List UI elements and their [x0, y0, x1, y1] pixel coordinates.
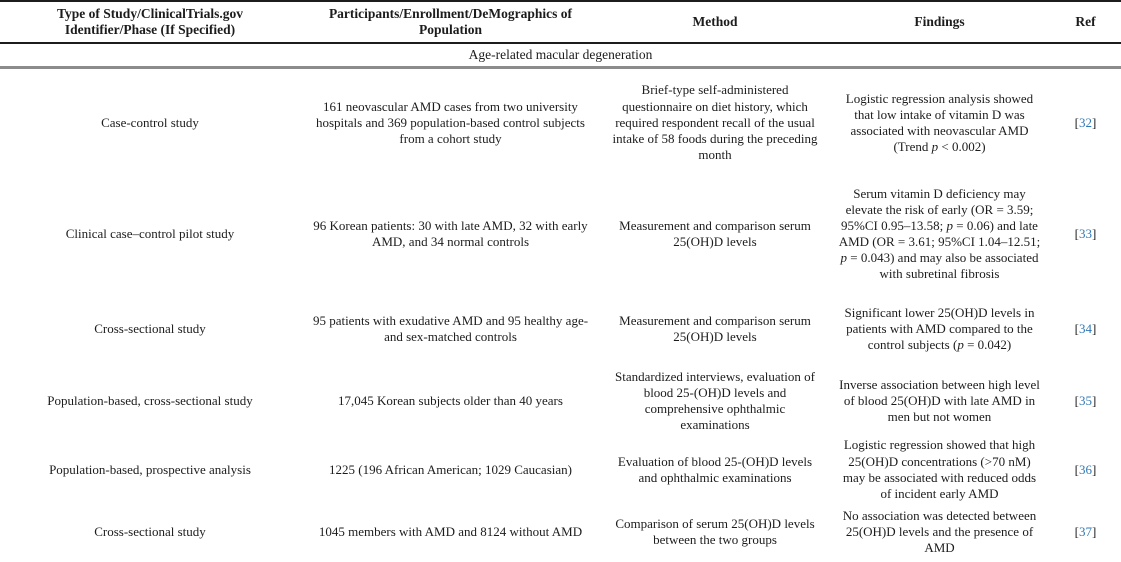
ref-link[interactable]: 36: [1079, 461, 1092, 477]
col-header-participants: Participants/Enrollment/DeMographics of Population: [328, 6, 573, 37]
header-row: [0, 1, 1121, 43]
method-cell: Standardized interviews, evaluation of blood 25-(OH)D levels and comprehensive ophthalmic examinations: [615, 369, 815, 433]
ref-bracket-close: ]: [1092, 225, 1097, 241]
participants-cell: 1225 (196 African American; 1029 Caucasian): [329, 461, 572, 477]
ref-bracket-close: ]: [1092, 114, 1097, 130]
participants-cell: 95 patients with exudative AMD and 95 healthy age- and sex-matched controls: [312, 312, 589, 344]
table-row: [0, 435, 1121, 503]
ref-cell: [1050, 504, 1121, 561]
ref-bracket-close: ]: [1092, 320, 1097, 336]
participants-cell: 96 Korean patients: 30 with late AMD, 32 with early AMD, and 34 normal controls: [313, 217, 588, 249]
ref-bracket-open: [: [1074, 461, 1079, 477]
study-type-cell: Case-control study: [101, 114, 199, 130]
col-header-findings: Findings: [914, 14, 965, 30]
ref-bracket-open: [: [1074, 114, 1079, 130]
col-header-study-type: Type of Study/ClinicalTrials.gov Identifier/Phase (If Specified): [57, 6, 243, 37]
findings-cell: Serum vitamin D deficiency may elevate the risk of early (OR = 3.59; 95%CI 0.95–13.58; p = 0.06) and late AMD (OR = 3.61; 95%CI 1.04–12.51; p = 0.043) and may also be associated with subretinal fibrosis: [838, 185, 1041, 282]
table-row: [0, 291, 1121, 367]
findings-cell: Inverse association between high level of blood 25(OH)D with late AMD in men but not women: [839, 377, 1040, 425]
method-cell: Measurement and comparison serum 25(OH)D levels: [619, 312, 811, 344]
ref-cell: [1050, 67, 1121, 177]
method-cell: Evaluation of blood 25-(OH)D levels and ophthalmic examinations: [617, 453, 813, 485]
findings-cell: Significant lower 25(OH)D levels in patients with AMD compared to the control subjects (p = 0.042): [844, 304, 1035, 353]
ref-cell: [1050, 435, 1121, 503]
ref-link[interactable]: 37: [1079, 524, 1092, 540]
participants-cell: 161 neovascular AMD cases from two university hospitals and 369 population-based control subjects from a cohort study: [316, 98, 585, 146]
ref-cell: [1050, 177, 1121, 291]
col-header-method: Method: [692, 14, 738, 30]
ref-bracket-open: [: [1074, 393, 1079, 409]
ref-bracket-open: [: [1074, 225, 1079, 241]
ref-cell: [1050, 367, 1121, 435]
method-cell: Measurement and comparison serum 25(OH)D levels: [619, 217, 811, 249]
findings-cell: No association was detected between 25(OH)D levels and the presence of AMD: [842, 508, 1037, 556]
ref-link[interactable]: 33: [1079, 225, 1092, 241]
section-title: Age-related macular degeneration: [468, 46, 653, 62]
table-row: [0, 177, 1121, 291]
ref-bracket-close: ]: [1092, 524, 1097, 540]
ref-cell: [1050, 291, 1121, 367]
ref-link[interactable]: 35: [1079, 393, 1092, 409]
method-cell: Brief-type self-administered questionnaire on diet history, which required respondent recall of the usual intake of 58 foods during the preceding month: [612, 82, 818, 162]
findings-cell: Logistic regression showed that high 25(OH)D concentrations (>70 nM) may be associated with reduced odds of incident early AMD: [842, 437, 1037, 501]
ref-bracket-close: ]: [1092, 461, 1097, 477]
participants-cell: 17,045 Korean subjects older than 40 years: [338, 393, 563, 409]
study-type-cell: Cross-sectional study: [94, 320, 206, 336]
study-type-cell: Population-based, cross-sectional study: [47, 393, 253, 409]
section-row: [0, 43, 1121, 67]
findings-cell: Logistic regression analysis showed that low intake of vitamin D was associated with neovascular AMD (Trend p < 0.002): [845, 90, 1034, 154]
ref-link[interactable]: 34: [1079, 320, 1092, 336]
participants-cell: 1045 members with AMD and 8124 without AMD: [318, 524, 583, 540]
method-cell: Comparison of serum 25(OH)D levels between the two groups: [615, 516, 815, 548]
study-type-cell: Population-based, prospective analysis: [49, 461, 251, 477]
ref-bracket-close: ]: [1092, 393, 1097, 409]
ref-bracket-open: [: [1074, 524, 1079, 540]
table-row: [0, 67, 1121, 177]
ref-link[interactable]: 32: [1079, 114, 1092, 130]
ref-bracket-open: [: [1074, 320, 1079, 336]
study-type-cell: Cross-sectional study: [94, 524, 206, 540]
col-header-ref: Ref: [1075, 14, 1096, 30]
table-row: [0, 504, 1121, 561]
study-type-cell: Clinical case–control pilot study: [65, 225, 235, 241]
table-row: [0, 367, 1121, 435]
